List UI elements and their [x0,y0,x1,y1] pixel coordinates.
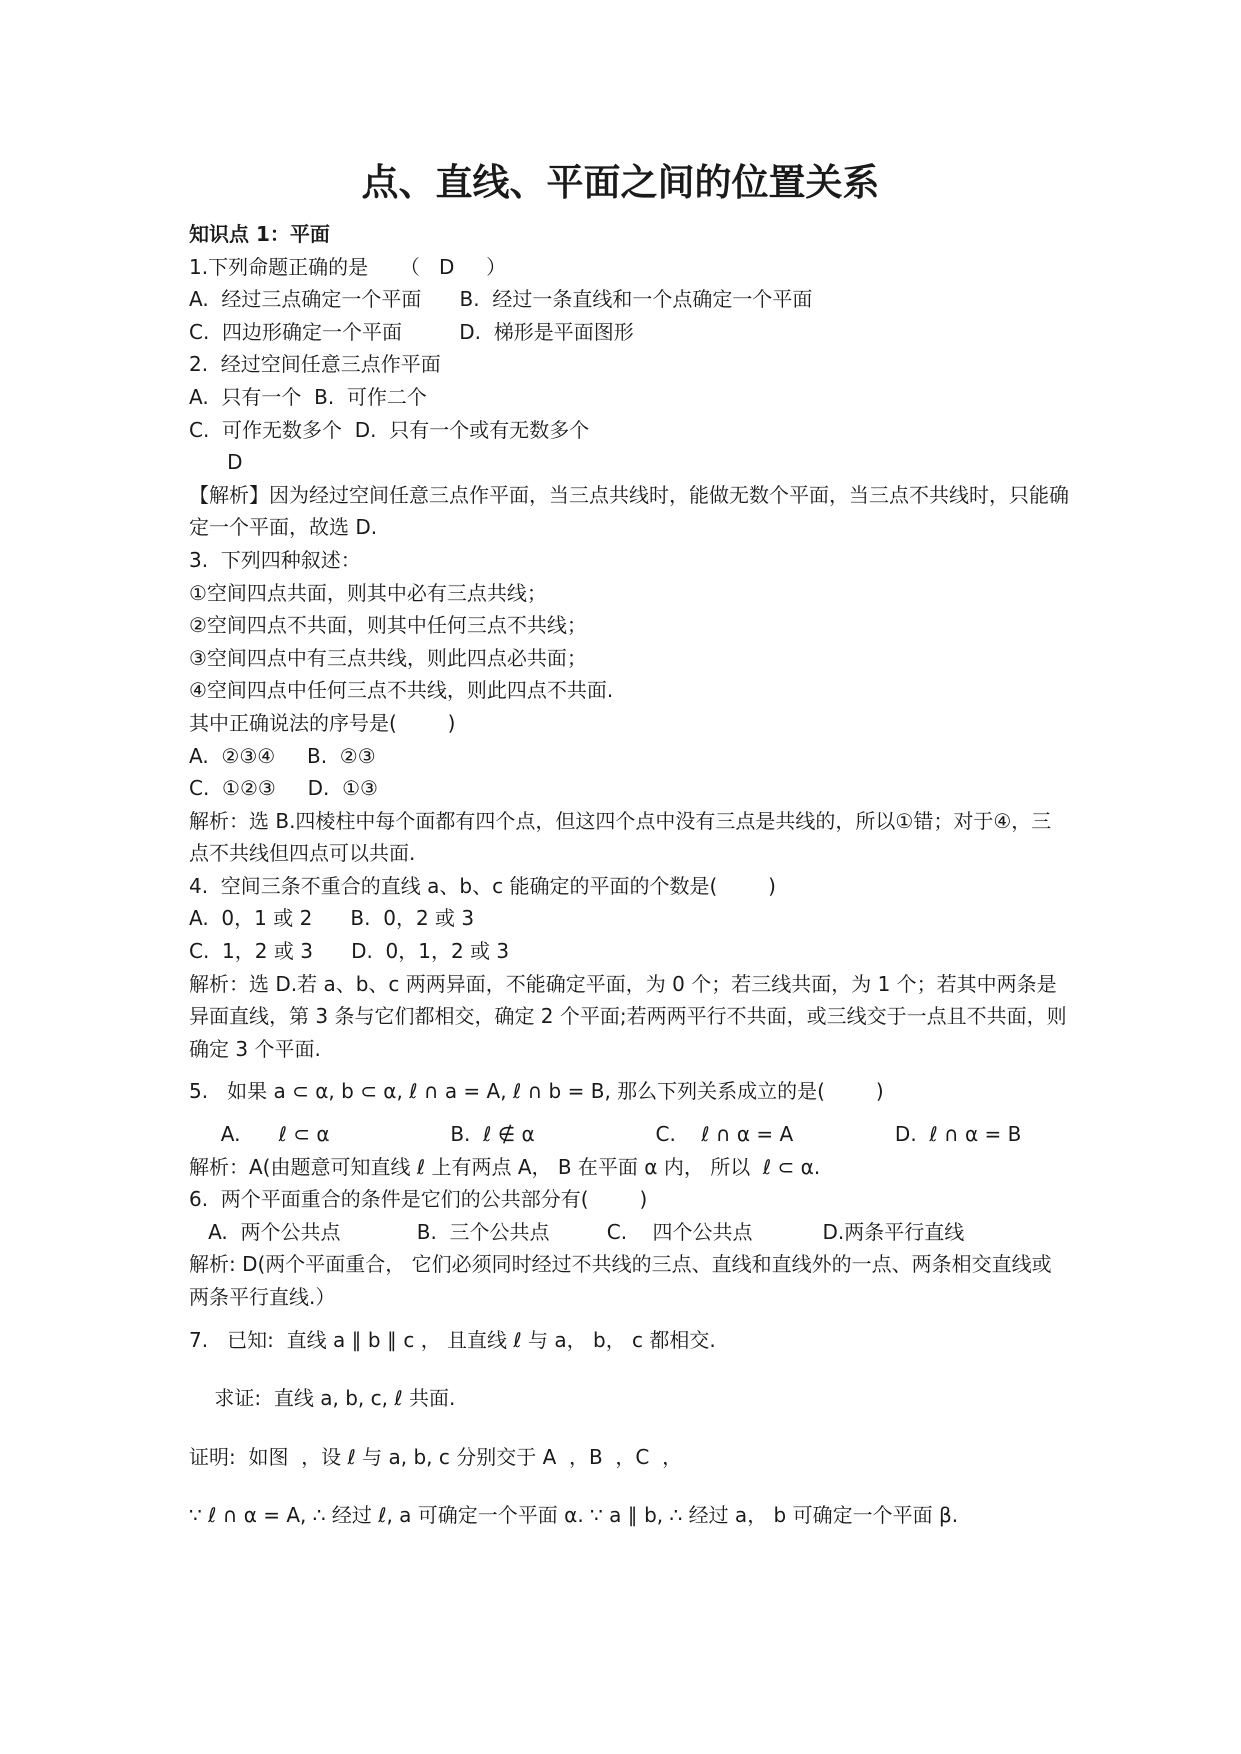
text-line: C. 四边形确定一个平面 D. 梯形是平面图形 [189,319,634,344]
text-line [189,1108,1069,1118]
document-body [189,218,1069,1532]
text-line: C. ①②③ D. ①③ [189,776,378,801]
text-line: 3. 下列四种叙述： [189,547,361,572]
text-line: 7. 已知: 直线 a ∥ b ∥ c ， 且直线 ℓ 与 a， b， c 都相交. [189,1327,716,1352]
text-line: A. 只有一个 B. 可作二个 [189,384,427,409]
text-line [189,1473,1069,1499]
document-title: 点、直线、平面之间的位置关系 [361,161,880,204]
text-line [189,1314,1069,1324]
text-line: A. 经过三点确定一个平面 B. 经过一条直线和一个点确定一个平面 [189,287,813,312]
text-line: C. 可作无数多个 D. 只有一个或有无数多个 [189,417,590,442]
text-line: 解析: D(两个平面重合， 它们必须同时经过不共线的三点、直线和直线外的一点、两条相交直线或两条平行直线.） [189,1252,1052,1309]
text-line: 其中正确说法的序号是( ) [189,710,456,735]
text-line: ①空间四点共面，则其中必有三点共线； [189,580,547,605]
text-line: ③空间四点中有三点共线，则此四点必共面； [189,645,587,670]
text-line: ②空间四点不共面，则其中任何三点不共线； [189,613,587,638]
text-line: 6. 两个平面重合的条件是它们的公共部分有( ) [189,1187,648,1212]
section-heading: 知识点 1：平面 [189,222,330,246]
text-line: 证明: 如图 ，设 ℓ 与 a, b, c 分别交于 A ，B ，C ， [189,1444,683,1469]
text-line [189,1065,1069,1075]
text-line [189,1415,1069,1441]
text-line: A. 两个公共点 B. 三个公共点 C. 四个公共点 D.两条平行直线 [189,1219,965,1244]
text-line: ∵ ℓ ∩ α = A, ∴ 经过 ℓ, a 可确定一个平面 α. ∵ a ∥ b, ∴ 经过 a， b 可确定一个平面 β. [189,1503,959,1528]
text-line: 解析：A(由题意可知直线 ℓ 上有两点 A， B 在平面 α 内， 所以 ℓ ⊂ α. [189,1154,821,1179]
text-line: A. ℓ ⊂ α B. ℓ ∉ α C. ℓ ∩ α = A D. ℓ ∩ α = B [189,1122,1022,1147]
text-line: D [189,450,243,475]
text-line: C. 1，2 或 3 D. 0，1，2 或 3 [189,939,510,964]
text-line: 解析：选 D.若 a、b、c 两两异面，不能确定平面，为 0 个；若三线共面，为 1 个；若其中两条是异面直线，第 3 条与它们都相交，确定 2 个平面;若两两平行不共面，或三线交于一点且不共面，则确定 3 个平面. [189,971,1067,1061]
text-line: 4. 空间三条不重合的直线 a、b、c 能确定的平面的个数是( ) [189,873,776,898]
text-line: 【解析】因为经过空间任意三点作平面，当三点共线时，能做无数个平面，当三点不共线时，只能确定一个平面，故选 D. [189,482,1069,540]
text-line: 2. 经过空间任意三点作平面 [189,352,441,377]
text-line: 求证: 直线 a, b, c, ℓ 共面. [189,1386,456,1411]
text-line: 5. 如果 a ⊂ α, b ⊂ α, ℓ ∩ a = A, ℓ ∩ b = B, 那么下列关系成立的是( ) [189,1079,884,1104]
text-line: ④空间四点中任何三点不共线，则此四点不共面. [189,678,614,703]
text-line [189,1356,1069,1382]
text-line: A. ②③④ B. ②③ [189,743,376,768]
text-line: 解析：选 B.四棱柱中每个面都有四个点，但这四个点中没有三点是共线的，所以①错；对于④，三点不共线但四点可以共面. [189,808,1052,866]
text-line: 1.下列命题正确的是 （ D ） [189,254,507,279]
text-line: A. 0，1 或 2 B. 0，2 或 3 [189,906,475,931]
